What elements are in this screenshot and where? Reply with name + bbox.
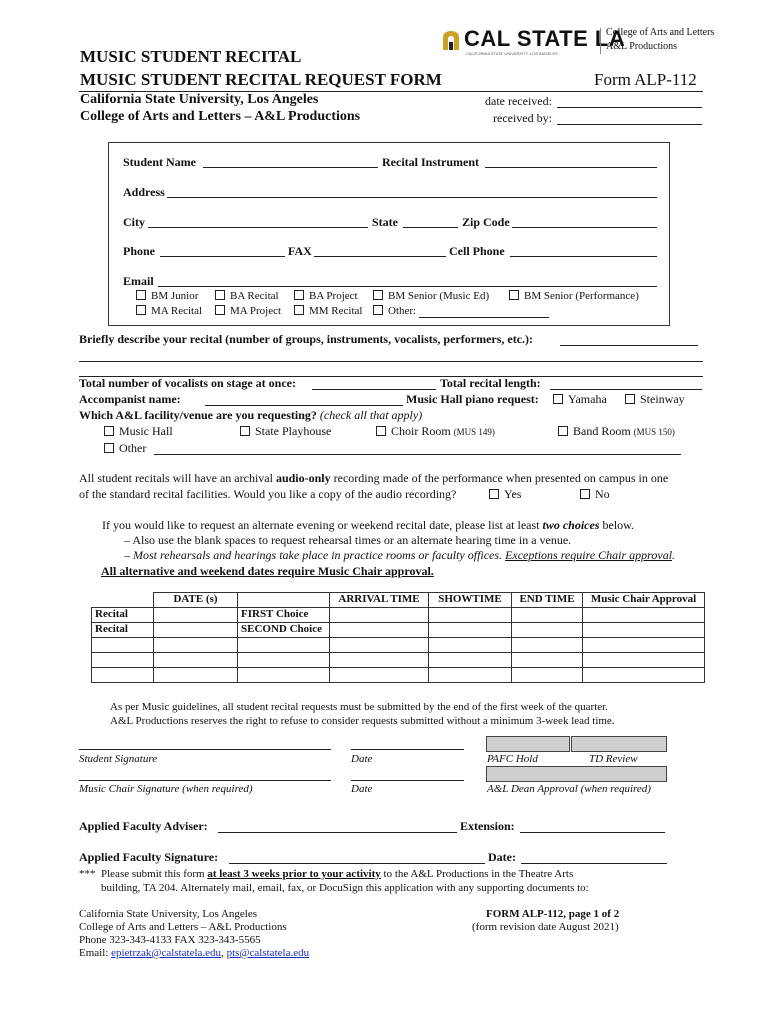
level-checkbox-ba-project[interactable]: BA Project xyxy=(294,290,358,302)
approval-header: Music Chair Approval xyxy=(583,593,705,608)
submit-note-line1: *** Please submit this form at least 3 weeks prior to your activity to the A&L Productions in the Theatre Arts xyxy=(79,868,574,880)
dean-approval-label: A&L Dean Approval (when required) xyxy=(487,783,651,795)
piano-yamaha-checkbox[interactable]: Yamaha xyxy=(553,392,607,407)
level-checkbox-bm-senior-music-ed[interactable]: BM Senior (Music Ed) xyxy=(373,290,489,302)
date-header: DATE (s) xyxy=(154,593,238,608)
vocalists-label: Total number of vocalists on stage at once: xyxy=(79,376,296,390)
cell-field[interactable] xyxy=(510,256,657,257)
schedule-table xyxy=(91,592,705,683)
audio-no-checkbox[interactable]: No xyxy=(580,487,610,502)
checkbox-icon xyxy=(104,443,114,453)
checkbox-icon xyxy=(580,489,590,499)
table-cell[interactable] xyxy=(154,623,238,638)
address-field[interactable] xyxy=(167,197,657,198)
page-number: FORM ALP-112, page 1 of 2 xyxy=(486,908,620,920)
email-field[interactable] xyxy=(158,286,657,287)
faculty-signature-label: Applied Faculty Signature: xyxy=(79,850,219,864)
student-signature-label: Student Signature xyxy=(79,753,158,765)
date-received-label: date received: xyxy=(485,94,552,108)
checkbox-icon xyxy=(104,426,114,436)
logo-subtext: CALIFORNIA STATE UNIVERSITY, LOS ANGELES xyxy=(466,51,558,56)
phone-label: Phone xyxy=(123,244,156,258)
city-label: City xyxy=(123,215,145,229)
instrument-label: Recital Instrument xyxy=(382,155,479,169)
level-checkbox-mm-recital[interactable]: MM Recital xyxy=(294,305,362,317)
checkbox-icon xyxy=(215,290,225,300)
piano-label: Music Hall piano request: xyxy=(406,392,539,406)
chair-date-field[interactable] xyxy=(351,780,464,781)
student-name-label: Student Name xyxy=(123,155,197,169)
level-checkbox-bm-senior-performance[interactable]: BM Senior (Performance) xyxy=(509,290,639,302)
footer-address-1: California State University, Los Angeles xyxy=(79,908,258,920)
form-number: Form ALP-112 xyxy=(594,70,697,89)
page-title: MUSIC STUDENT RECITAL xyxy=(80,47,302,66)
extension-field[interactable] xyxy=(520,832,665,833)
alternate-line1: If you would like to request an alternate evening or weekend recital date, please list at least two choices below. xyxy=(102,518,635,532)
faculty-signature-field[interactable] xyxy=(229,863,485,864)
level-checkbox-bm-junior[interactable]: BM Junior xyxy=(136,290,198,302)
checkbox-icon xyxy=(509,290,519,300)
adviser-label: Applied Faculty Adviser: xyxy=(79,819,208,833)
alternate-line3: – Most rehearsals and hearings take place in practice rooms or faculty offices. Exceptions require Chair approval. xyxy=(124,548,676,562)
audio-notice-line1: All student recitals will have an archival audio-only recording made of the performance when presented on campus in one xyxy=(79,471,669,485)
chair-approval-notice: All alternative and weekend dates require Music Chair approval. xyxy=(101,564,434,578)
date-received-field[interactable] xyxy=(557,107,702,108)
level-checkbox-other[interactable]: Other: xyxy=(373,305,416,317)
phone-field[interactable] xyxy=(160,256,285,257)
student-name-field[interactable] xyxy=(203,167,378,168)
audio-yes-checkbox[interactable]: Yes xyxy=(489,487,521,502)
table-row xyxy=(92,638,705,653)
checkbox-icon xyxy=(489,489,499,499)
received-by-label: received by: xyxy=(493,111,552,125)
table-cell[interactable] xyxy=(429,608,512,623)
footer-address-2: College of Arts and Letters – A&L Productions xyxy=(79,921,287,933)
checkbox-icon xyxy=(240,426,250,436)
fax-label: FAX xyxy=(288,244,312,258)
department-name: A&L Productions xyxy=(606,41,678,52)
college-line: College of Arts and Letters – A&L Productions xyxy=(80,109,361,124)
venue-state-playhouse-checkbox[interactable]: State Playhouse xyxy=(240,424,331,439)
university-line: California State University, Los Angeles xyxy=(80,92,319,107)
revision-date: (form revision date August 2021) xyxy=(472,921,619,933)
table-cell[interactable] xyxy=(512,608,583,623)
pafc-hold-label: PAFC Hold xyxy=(487,753,538,765)
length-field[interactable] xyxy=(550,389,702,390)
footer-email: Email: epietrzak@calstatela.edu, pts@calstatela.edu xyxy=(79,947,310,959)
table-row xyxy=(92,668,705,683)
guideline-note-1: As per Music guidelines, all student recital requests must be submitted by the end of the first week of the quarter. xyxy=(110,701,608,713)
describe-field-2[interactable] xyxy=(79,361,703,362)
cell-label: Cell Phone xyxy=(449,244,505,258)
adviser-field[interactable] xyxy=(218,832,457,833)
venue-other-field[interactable] xyxy=(154,454,681,455)
form-title: MUSIC STUDENT RECITAL REQUEST FORM xyxy=(80,70,442,89)
checkbox-icon xyxy=(625,394,635,404)
checkbox-icon xyxy=(294,305,304,315)
table-cell[interactable] xyxy=(512,623,583,638)
email-link-2[interactable]: pts@calstatela.edu xyxy=(226,947,310,959)
level-checkbox-ba-recital[interactable]: BA Recital xyxy=(215,290,279,302)
chair-date-label: Date xyxy=(351,783,373,795)
audio-notice-line2: of the standard recital facilities. Would you like a copy of the audio recording? xyxy=(79,487,457,501)
level-checkbox-ma-project[interactable]: MA Project xyxy=(215,305,281,317)
submit-note-line2: building, TA 204. Alternately mail, email, fax, or DocuSign this application with any supporting documents to: xyxy=(101,882,589,894)
city-field[interactable] xyxy=(148,227,368,228)
checkbox-icon xyxy=(558,426,568,436)
checkbox-icon xyxy=(373,290,383,300)
checkbox-icon xyxy=(376,426,386,436)
instrument-field[interactable] xyxy=(485,167,657,168)
table-cell[interactable] xyxy=(154,608,238,623)
level-checkbox-ma-recital[interactable]: MA Recital xyxy=(136,305,202,317)
venue-music-hall-checkbox[interactable]: Music Hall xyxy=(104,424,173,439)
checkbox-icon xyxy=(215,305,225,315)
venue-question: Which A&L facility/venue are you requesting? (check all that apply) xyxy=(79,408,423,422)
venue-choir-room-checkbox[interactable]: Choir Room (MUS 149) xyxy=(376,424,495,439)
endtime-header: END TIME xyxy=(512,593,583,608)
venue-band-room-checkbox[interactable]: Band Room (MUS 150) xyxy=(558,424,675,439)
describe-label: Briefly describe your recital (number of groups, instruments, vocalists, performers, etc.): xyxy=(79,332,534,346)
accompanist-label: Accompanist name: xyxy=(79,392,181,406)
table-cell[interactable] xyxy=(330,608,429,623)
vocalists-field[interactable] xyxy=(312,389,436,390)
accompanist-field[interactable] xyxy=(205,405,403,406)
describe-field-1[interactable] xyxy=(560,345,698,346)
state-field[interactable] xyxy=(403,227,458,228)
student-date-label: Date xyxy=(351,753,373,765)
student-date-field[interactable] xyxy=(351,749,464,750)
checkbox-icon xyxy=(136,305,146,315)
checkbox-icon xyxy=(553,394,563,404)
table-cell[interactable] xyxy=(583,608,705,623)
table-row: Recital FIRST Choice xyxy=(92,608,705,623)
td-review-label: TD Review xyxy=(589,753,638,765)
checkbox-icon xyxy=(136,290,146,300)
student-signature-field[interactable] xyxy=(79,749,331,750)
state-label: State xyxy=(372,215,398,229)
length-label: Total recital length: xyxy=(440,376,541,390)
checkbox-icon xyxy=(294,290,304,300)
zip-label: Zip Code xyxy=(462,215,510,229)
showtime-header: SHOWTIME xyxy=(429,593,512,608)
chair-signature-field[interactable] xyxy=(79,780,331,781)
zip-field[interactable] xyxy=(512,227,657,228)
pafc-hold-field[interactable] xyxy=(486,736,570,752)
venue-other-checkbox[interactable]: Other xyxy=(104,441,146,456)
alternate-line2: – Also use the blank spaces to request rehearsal times or an alternate hearing time in a venue. xyxy=(124,533,572,547)
table-cell[interactable] xyxy=(429,623,512,638)
checkbox-icon xyxy=(373,305,383,315)
fax-field[interactable] xyxy=(314,256,446,257)
table-row xyxy=(92,653,705,668)
email-label: Email xyxy=(123,274,154,288)
received-by-field[interactable] xyxy=(557,124,702,125)
arrival-header: ARRIVAL TIME xyxy=(330,593,429,608)
footer-phone: Phone 323-343-4133 FAX 323-343-5565 xyxy=(79,934,261,946)
table-row: Recital SECOND Choice xyxy=(92,623,705,638)
faculty-date-field[interactable] xyxy=(521,863,667,864)
university-emblem-icon xyxy=(440,28,462,52)
guideline-note-2: A&L Productions reserves the right to refuse to consider requests submitted without a minimum 3-week lead time. xyxy=(110,715,615,727)
address-label: Address xyxy=(123,185,165,199)
level-other-field[interactable] xyxy=(419,317,549,318)
dean-approval-field[interactable] xyxy=(486,766,667,782)
td-review-field[interactable] xyxy=(571,736,667,752)
college-name: College of Arts and Letters xyxy=(606,27,715,38)
faculty-date-label: Date: xyxy=(488,850,516,864)
email-link-1[interactable]: epietrzak@calstatela.edu xyxy=(111,947,222,959)
chair-signature-label: Music Chair Signature (when required) xyxy=(79,783,253,795)
extension-label: Extension: xyxy=(460,819,515,833)
table-cell[interactable] xyxy=(330,623,429,638)
piano-steinway-checkbox[interactable]: Steinway xyxy=(625,392,685,407)
table-cell[interactable] xyxy=(583,623,705,638)
logo-text: CAL STATE LA xyxy=(464,26,626,51)
